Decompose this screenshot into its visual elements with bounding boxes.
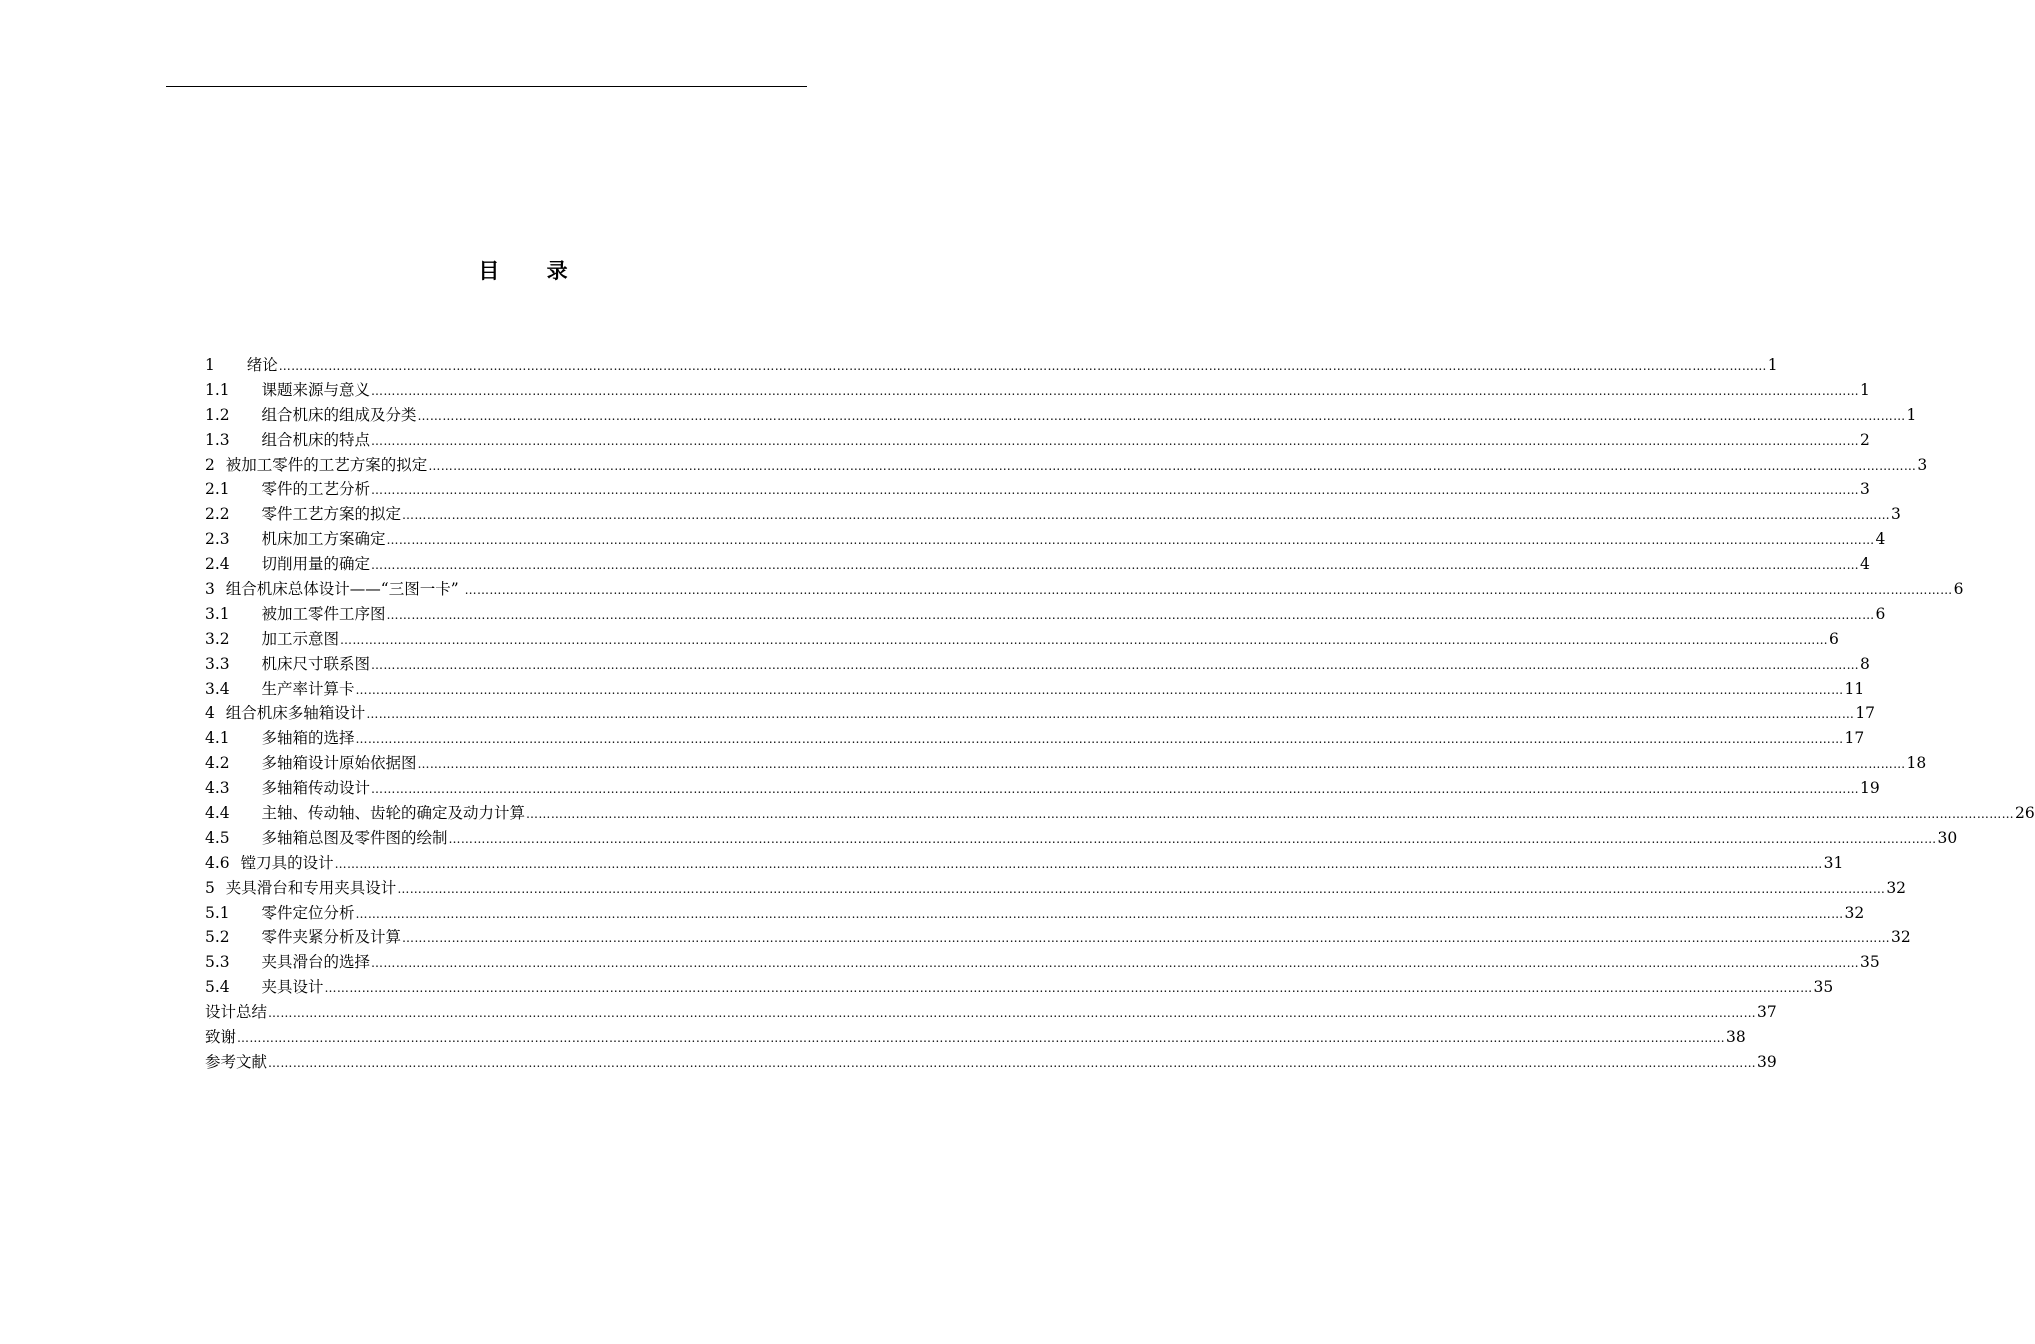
toc-entry-number: 5.3 bbox=[205, 953, 240, 972]
toc-entry-page: 17 bbox=[1844, 729, 1865, 748]
toc-leader-dots: ……………………………………………………………………………………………………………………………………………………………………………………………………………………………………………………………………………………………………………………………… bbox=[371, 956, 1860, 971]
toc-entry bbox=[205, 751, 1927, 776]
toc-entry-label bbox=[205, 925, 401, 950]
toc-entry-page: 4 bbox=[1860, 555, 1870, 574]
toc-entry-title: 组合机床总体设计——“三图一卡” bbox=[225, 580, 464, 599]
toc-entry-label bbox=[205, 776, 370, 801]
toc-entry-page: 32 bbox=[1844, 903, 1865, 922]
toc-entry-page: 18 bbox=[1906, 754, 1927, 773]
toc-entry-number: 2.1 bbox=[205, 480, 240, 499]
toc-entry-page: 1 bbox=[1860, 380, 1870, 399]
toc-leader-dots: ……………………………………………………………………………………………………………………………………………………………………………………………………………………………………………………………………………………………………………………………… bbox=[366, 707, 1855, 722]
toc-entry-number: 3 bbox=[205, 580, 220, 599]
toc-entry bbox=[205, 925, 1911, 950]
toc-entry bbox=[205, 851, 1844, 876]
toc-entry bbox=[205, 950, 1880, 975]
toc-entry bbox=[205, 726, 1865, 751]
toc-entry bbox=[205, 901, 1865, 926]
toc-entry bbox=[205, 701, 1876, 726]
toc-entry-page: 32 bbox=[1886, 878, 1907, 897]
toc-entry-title: 夹具滑台和专用夹具设计 bbox=[225, 878, 397, 897]
toc-entry-number: 1.2 bbox=[205, 405, 240, 424]
toc-entry-title: 机床加工方案确定 bbox=[261, 530, 386, 549]
toc-entry-title: 切削用量的确定 bbox=[261, 555, 371, 574]
toc-entry-number: 2.4 bbox=[205, 555, 240, 574]
toc-entry-page: 37 bbox=[1757, 1003, 1777, 1022]
toc-entry bbox=[205, 975, 1834, 1000]
toc-leader-dots: ……………………………………………………………………………………………………………………………………………………………………………………………………………………………………………………………………………………………………………………………… bbox=[397, 881, 1886, 896]
toc-entry-title: 多轴箱总图及零件图的绘制 bbox=[261, 828, 448, 847]
toc-entry-page: 35 bbox=[1813, 978, 1834, 997]
toc-leader-dots: ……………………………………………………………………………………………………………………………………………………………………………………………………………………………………………………………………………………………………………………………… bbox=[526, 807, 2015, 822]
toc-entry-number: 5 bbox=[205, 878, 220, 897]
toc-entry-page: 3 bbox=[1860, 480, 1870, 499]
toc-entry-number: 1.1 bbox=[205, 380, 240, 399]
toc-entry-title: 多轴箱的选择 bbox=[261, 729, 355, 748]
toc-entry-label bbox=[205, 627, 339, 652]
toc-entry-label bbox=[205, 477, 370, 502]
toc-entry-number: 2.3 bbox=[205, 530, 240, 549]
toc-entry bbox=[205, 876, 1907, 901]
toc-entry-title: 课题来源与意义 bbox=[261, 380, 371, 399]
toc-leader-dots: ……………………………………………………………………………………………………………………………………………………………………………………………………………………………………………………………………………………………………………………………… bbox=[340, 632, 1829, 647]
toc-entry bbox=[205, 378, 1870, 403]
toc-leader-dots: ……………………………………………………………………………………………………………………………………………………………………………………………………………………………………………………………………………………………………………………………… bbox=[371, 657, 1860, 672]
toc-leader-dots: ……………………………………………………………………………………………………………………………………………………………………………………………………………………………………………………………………………………………………………………………… bbox=[402, 508, 1891, 523]
toc-entry bbox=[205, 477, 1870, 502]
header-rule bbox=[166, 86, 807, 87]
toc-entry bbox=[205, 453, 1928, 478]
toc-entry-title: 组合机床的特点 bbox=[261, 430, 371, 449]
toc-entry bbox=[205, 1025, 1746, 1050]
toc-entry bbox=[205, 826, 1958, 851]
toc-entry bbox=[205, 577, 1964, 602]
toc-entry-page: 39 bbox=[1757, 1052, 1777, 1071]
toc-entry-title: 夹具滑台的选择 bbox=[261, 953, 371, 972]
toc-entry bbox=[205, 552, 1870, 577]
toc-entry-number: 3.4 bbox=[205, 679, 240, 698]
toc-leader-dots: ……………………………………………………………………………………………………………………………………………………………………………………………………………………………………………………………………………………………………………………………… bbox=[402, 931, 1891, 946]
toc-entry-label bbox=[205, 378, 370, 403]
toc-entry bbox=[205, 627, 1839, 652]
toc-entry-title: 机床尺寸联系图 bbox=[261, 654, 371, 673]
toc-leader-dots: ……………………………………………………………………………………………………………………………………………………………………………………………………………………………………………………………………………………………………………………………… bbox=[371, 383, 1860, 398]
toc-entry-label bbox=[205, 577, 464, 602]
toc-entry-page: 6 bbox=[1829, 629, 1839, 648]
toc-leader-dots: ……………………………………………………………………………………………………………………………………………………………………………………………………………………………………………………………………………………………………………………………… bbox=[386, 607, 1875, 622]
table-of-contents bbox=[205, 353, 2035, 1075]
toc-entry-page: 3 bbox=[1891, 505, 1901, 524]
toc-entry bbox=[205, 1000, 1777, 1025]
toc-leader-dots: ……………………………………………………………………………………………………………………………………………………………………………………………………………………………………………………………………………………………………………………………… bbox=[386, 533, 1875, 548]
toc-entry-title: 多轴箱设计原始依据图 bbox=[261, 754, 417, 773]
toc-entry-page: 4 bbox=[1875, 530, 1886, 549]
toc-leader-dots: ……………………………………………………………………………………………………………………………………………………………………………………………………………………………………………………………………………………………………………………………… bbox=[448, 831, 1937, 846]
toc-entry-page: 1 bbox=[1767, 356, 1778, 374]
toc-entry-label bbox=[205, 1050, 267, 1075]
toc-entry-label bbox=[205, 428, 370, 453]
toc-leader-dots: ……………………………………………………………………………………………………………………………………………………………………………………………………………………………………………………………………………………………………………………………… bbox=[371, 558, 1860, 573]
toc-entry-label bbox=[205, 602, 386, 627]
toc-leader-dots: ……………………………………………………………………………………………………………………………………………………………………………………………………………………………………………………………………………………………………………………………… bbox=[268, 1006, 1757, 1021]
toc-entry-page: 26 bbox=[2015, 804, 2035, 823]
toc-entry-number: 5.1 bbox=[205, 903, 240, 922]
toc-entry-number: 5.4 bbox=[205, 978, 240, 997]
toc-leader-dots: ……………………………………………………………………………………………………………………………………………………………………………………………………………………………………………………………………………………………………………………………… bbox=[278, 359, 1767, 373]
toc-entry-number: 3.1 bbox=[205, 604, 240, 623]
toc-entry-label bbox=[205, 801, 525, 826]
toc-entry-title: 组合机床的组成及分类 bbox=[261, 405, 417, 424]
toc-entry-label bbox=[205, 726, 355, 751]
toc-entry-title: 致谢 bbox=[205, 1028, 237, 1047]
toc-leader-dots: ……………………………………………………………………………………………………………………………………………………………………………………………………………………………………………………………………………………………………………………………… bbox=[355, 682, 1844, 697]
toc-entry-page: 19 bbox=[1860, 779, 1880, 798]
toc-entry-label bbox=[205, 502, 401, 527]
toc-entry bbox=[205, 677, 1865, 702]
toc-entry-page: 11 bbox=[1844, 679, 1865, 698]
toc-entry bbox=[205, 801, 2035, 826]
toc-entry bbox=[205, 776, 1880, 801]
toc-entry bbox=[205, 652, 1870, 677]
toc-entry-page: 32 bbox=[1891, 928, 1911, 947]
toc-entry-page: 2 bbox=[1860, 430, 1870, 449]
toc-entry-label bbox=[205, 851, 334, 876]
toc-entry-title: 参考文献 bbox=[205, 1052, 268, 1071]
toc-entry-title: 被加工零件的工艺方案的拟定 bbox=[225, 455, 428, 474]
toc-entry-label bbox=[205, 1000, 267, 1025]
toc-leader-dots: ……………………………………………………………………………………………………………………………………………………………………………………………………………………………………………………………………………………………………………………………… bbox=[371, 782, 1860, 797]
toc-entry-title: 镗刀具的设计 bbox=[240, 853, 334, 872]
toc-entry-page: 31 bbox=[1823, 853, 1844, 872]
toc-entry bbox=[205, 353, 1778, 378]
toc-entry-label bbox=[205, 677, 355, 702]
toc-entry-page: 1 bbox=[1906, 405, 1917, 424]
toc-entry bbox=[205, 1050, 1777, 1075]
toc-entry-label bbox=[205, 975, 324, 1000]
toc-leader-dots: ……………………………………………………………………………………………………………………………………………………………………………………………………………………………………………………………………………………………………………………………… bbox=[334, 856, 1823, 871]
toc-leader-dots: ……………………………………………………………………………………………………………………………………………………………………………………………………………………………………………………………………………………………………………………………… bbox=[371, 483, 1860, 498]
toc-entry-page: 6 bbox=[1875, 604, 1886, 623]
toc-entry-page: 8 bbox=[1860, 654, 1870, 673]
toc-entry-label bbox=[205, 453, 427, 478]
toc-entry-number: 4.6 bbox=[205, 853, 235, 872]
toc-entry-number: 2.2 bbox=[205, 505, 240, 524]
toc-entry-label bbox=[205, 652, 370, 677]
toc-leader-dots: ……………………………………………………………………………………………………………………………………………………………………………………………………………………………………………………………………………………………………………………………… bbox=[355, 732, 1844, 747]
toc-entry-title: 生产率计算卡 bbox=[261, 679, 355, 698]
toc-entry-label bbox=[205, 826, 448, 851]
toc-leader-dots: ……………………………………………………………………………………………………………………………………………………………………………………………………………………………………………………………………………………………………………………………… bbox=[237, 1031, 1726, 1046]
toc-entry-title: 加工示意图 bbox=[261, 629, 340, 648]
toc-entry-page: 30 bbox=[1937, 828, 1958, 847]
toc-entry-label bbox=[205, 701, 365, 726]
toc-leader-dots: ……………………………………………………………………………………………………………………………………………………………………………………………………………………………………………………………………………………………………………………………… bbox=[428, 458, 1917, 473]
toc-entry-title: 设计总结 bbox=[205, 1003, 268, 1022]
toc-entry-title: 被加工零件工序图 bbox=[261, 604, 386, 623]
toc-entry-number: 4.3 bbox=[205, 779, 240, 798]
toc-leader-dots: ……………………………………………………………………………………………………………………………………………………………………………………………………………………………………………………………………………………………………………………………… bbox=[268, 1055, 1757, 1070]
toc-leader-dots: ……………………………………………………………………………………………………………………………………………………………………………………………………………………………………………………………………………………………………………………………… bbox=[417, 408, 1906, 423]
toc-entry-number: 3.3 bbox=[205, 654, 240, 673]
toc-entry bbox=[205, 403, 1917, 428]
toc-entry bbox=[205, 502, 1901, 527]
toc-entry-number: 4.5 bbox=[205, 828, 240, 847]
toc-entry-label bbox=[205, 1025, 236, 1050]
toc-leader-dots: ……………………………………………………………………………………………………………………………………………………………………………………………………………………………………………………………………………………………………………………………… bbox=[324, 981, 1813, 996]
toc-entry-number: 3.2 bbox=[205, 629, 240, 648]
toc-entry-title: 零件夹紧分析及计算 bbox=[261, 928, 402, 947]
toc-entry-title: 零件定位分析 bbox=[261, 903, 355, 922]
toc-leader-dots: ……………………………………………………………………………………………………………………………………………………………………………………………………………………………………………………………………………………………………………………………… bbox=[417, 757, 1906, 772]
toc-entry-number: 2 bbox=[205, 455, 220, 474]
toc-entry-title: 主轴、传动轴、齿轮的确定及动力计算 bbox=[261, 804, 526, 823]
toc-leader-dots: ……………………………………………………………………………………………………………………………………………………………………………………………………………………………………………………………………………………………………………………………… bbox=[464, 583, 1953, 598]
toc-entry-number: 4.2 bbox=[205, 754, 240, 773]
toc-entry-page: 35 bbox=[1860, 953, 1880, 972]
toc-entry-label bbox=[205, 353, 278, 378]
toc-entry bbox=[205, 527, 1886, 552]
toc-entry-page: 17 bbox=[1855, 704, 1876, 723]
toc-entry-number: 4 bbox=[205, 704, 220, 723]
toc-entry-label bbox=[205, 876, 396, 901]
toc-entry-number: 5.2 bbox=[205, 928, 240, 947]
toc-entry-page: 3 bbox=[1917, 455, 1928, 474]
toc-entry-label bbox=[205, 552, 370, 577]
toc-entry-page: 38 bbox=[1726, 1028, 1746, 1047]
toc-entry-title: 组合机床多轴箱设计 bbox=[225, 704, 366, 723]
toc-entry-number: 4.1 bbox=[205, 729, 240, 748]
toc-entry-title: 多轴箱传动设计 bbox=[261, 779, 371, 798]
toc-entry-label bbox=[205, 751, 417, 776]
toc-entry-title: 夹具设计 bbox=[261, 978, 324, 997]
toc-entry-label bbox=[205, 950, 370, 975]
toc-leader-dots: ……………………………………………………………………………………………………………………………………………………………………………………………………………………………………………………………………………………………………………………………… bbox=[371, 433, 1860, 448]
toc-entry-label bbox=[205, 527, 386, 552]
toc-entry-number: 1.3 bbox=[205, 430, 240, 449]
toc-entry-label bbox=[205, 403, 417, 428]
toc-entry bbox=[205, 428, 1870, 453]
page-title: 目 录 bbox=[478, 259, 588, 283]
toc-entry bbox=[205, 602, 1886, 627]
toc-entry-title: 零件的工艺分析 bbox=[261, 480, 371, 499]
toc-entry-number: 1 bbox=[205, 356, 225, 374]
toc-entry-title: 零件工艺方案的拟定 bbox=[261, 505, 402, 524]
toc-leader-dots: ……………………………………………………………………………………………………………………………………………………………………………………………………………………………………………………………………………………………………………………………… bbox=[355, 906, 1844, 921]
toc-entry-page: 6 bbox=[1953, 580, 1964, 599]
toc-entry-label bbox=[205, 901, 355, 926]
toc-entry-title: 绪论 bbox=[246, 356, 278, 374]
toc-entry-number: 4.4 bbox=[205, 804, 240, 823]
